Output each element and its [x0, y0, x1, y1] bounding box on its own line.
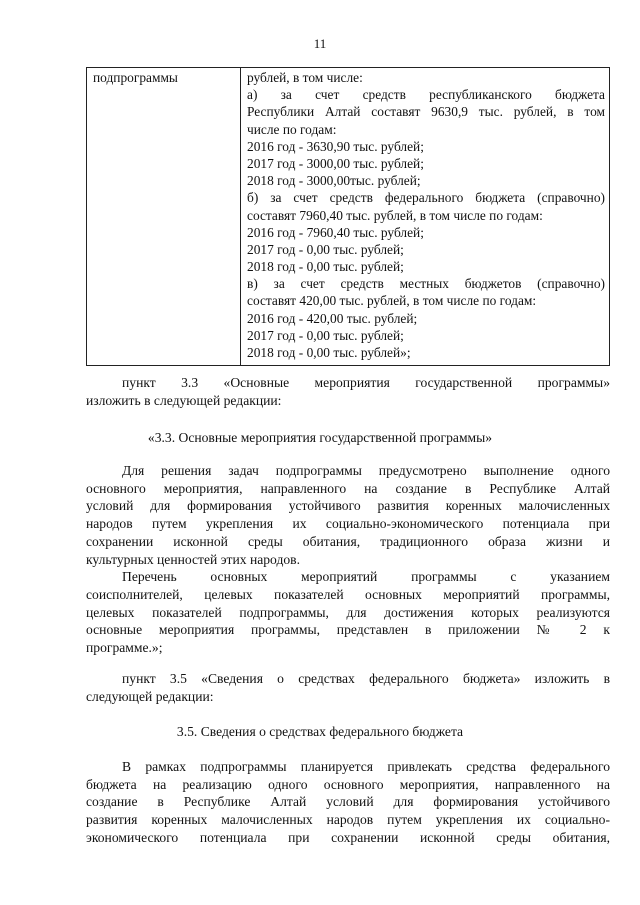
table-line: 2017 год - 3000,00 тыс. рублей; [247, 155, 424, 171]
table-line: составят 7960,40 тыс. рублей, в том числе по годам: [247, 207, 543, 223]
text-line: создание в Республике Алтай условий для формирования устойчивого [86, 794, 610, 810]
table-value-cell [241, 68, 610, 366]
table-line: 2017 год - 0,00 тыс. рублей; [247, 327, 404, 343]
table-label-cell [87, 68, 241, 366]
table-line: б) за счет средств федерального бюджета (справочно) [247, 190, 605, 206]
text-line: пункт 3.3 «Основные мероприятия государственной программы» [122, 375, 610, 390]
table-line: рублей, в том числе: [247, 70, 363, 85]
section-heading-3-3: «3.3. Основные мероприятия государственной программы» [147, 430, 493, 445]
text-line: В рамках подпрограммы планируется привлекать средства федерального [122, 759, 610, 774]
text-line: целевых показателей подпрограммы, для достижения которых реализуются [86, 604, 610, 620]
table-line: 2017 год - 0,00 тыс. рублей; [247, 241, 404, 257]
table-line: числе по годам: [247, 121, 337, 137]
table-line: Республики Алтай составят 9630,9 тыс. рублей, в том [247, 104, 605, 120]
text-line: условий для формирования устойчивого развития коренных малочисленных [86, 498, 610, 514]
text-line: соисполнителей, целевых показателей основных мероприятий программы, [86, 586, 610, 602]
funding-table [86, 67, 610, 366]
instruction-3-3 [86, 374, 610, 409]
text-line: пункт 3.5 «Сведения о средствах федерального бюджета» изложить в [122, 671, 610, 686]
table-line: 2018 год - 3000,00тыс. рублей; [247, 173, 421, 189]
text-line: следующей редакции: [86, 688, 214, 704]
text-line: экономического потенциала при сохранении исконной среды обитания, [86, 829, 610, 845]
table-line: 2016 год - 3630,90 тыс. рублей; [247, 138, 424, 154]
text-line: сохранении исконной среды обитания, традиционного образа жизни и [86, 533, 610, 549]
page-number: 11 [313, 36, 327, 51]
instruction-3-5 [86, 670, 610, 705]
table-row [87, 68, 610, 366]
paragraph-federal-budget [86, 758, 610, 847]
table-line: в) за счет средств местных бюджетов (справочно) [247, 276, 605, 292]
text-line: развития коренных малочисленных народов путем укрепления их социально- [86, 812, 610, 828]
table-line: а) за счет средств республиканского бюджета [247, 87, 605, 103]
text-line: основные мероприятия программы, представлен в приложении № 2 к [86, 622, 610, 638]
table-line: составят 420,00 тыс. рублей, в том числе по годам: [247, 293, 537, 309]
text-line: бюджета на реализацию одного основного мероприятия, направленного на [86, 776, 610, 792]
text-line: Для решения задач подпрограммы предусмотрено выполнение одного [122, 463, 610, 478]
text-line: культурных ценностей этих народов. [86, 551, 300, 567]
table-line: 2016 год - 420,00 тыс. рублей; [247, 310, 418, 326]
table-line: 2018 год - 0,00 тыс. рублей»; [247, 345, 411, 360]
section-heading-3-5: 3.5. Сведения о средствах федерального бюджета [176, 724, 464, 739]
text-line: народов путем укрепления их социально-экономического потенциала при [86, 516, 610, 532]
table-label: подпрограммы [93, 70, 178, 85]
table-line: 2016 год - 7960,40 тыс. рублей; [247, 224, 424, 240]
table-line: 2018 год - 0,00 тыс. рублей; [247, 259, 404, 275]
paragraph-measures [86, 462, 610, 657]
text-line: основного мероприятия, направленного на создание в Республике Алтай [86, 480, 610, 496]
text-line: Перечень основных мероприятий программы с указанием [122, 569, 610, 585]
text-line: изложить в следующей редакции: [86, 392, 282, 408]
text-line: программе.»; [86, 640, 163, 656]
